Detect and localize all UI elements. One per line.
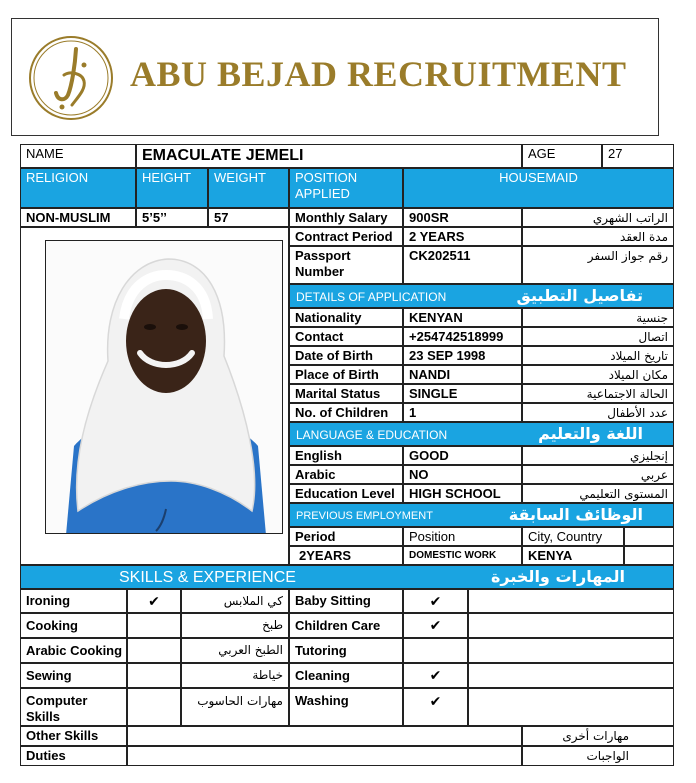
pob-label: Place of Birth [289, 365, 403, 384]
skill-babysitting-blank [468, 589, 674, 613]
skill-cleaning-blank [468, 663, 674, 688]
passport-value: CK202511 [403, 246, 522, 284]
salary-value: 900SR [403, 208, 522, 227]
location-col-label: City, Country [522, 527, 624, 546]
skill-arabiccooking-ar: الطبخ العربي [181, 638, 289, 663]
duties-ar: الواجبات [522, 746, 674, 766]
header-banner [11, 18, 659, 136]
skill-cooking-ar: طبخ [181, 613, 289, 638]
skill-childcare-check: ✔ [403, 613, 468, 638]
duties-label: Duties [20, 746, 127, 766]
height-value: 5’5’’ [136, 208, 208, 227]
marital-value: SINGLE [403, 384, 522, 403]
applicant-photo-icon [46, 241, 283, 534]
skill-sewing-check [127, 663, 181, 688]
marital-ar: الحالة الاجتماعية [522, 384, 674, 403]
skill-ironing-check: ✔ [127, 589, 181, 613]
children-label: No. of Children [289, 403, 403, 422]
age-label: AGE [522, 144, 602, 168]
contract-period-label: Contract Period [289, 227, 403, 246]
skill-sewing-label: Sewing [20, 663, 127, 688]
skill-washing-label: Washing [289, 688, 403, 726]
applicant-photo [45, 240, 283, 534]
passport-ar: رقم جواز السفر [522, 246, 674, 284]
pob-value: NANDI [403, 365, 522, 384]
children-ar: عدد الأطفال [522, 403, 674, 422]
skill-computer-label: Computer Skills [20, 688, 127, 726]
passport-label: Passport Number [289, 246, 403, 284]
position-label: POSITION APPLIED [289, 168, 403, 208]
children-value: 1 [403, 403, 522, 422]
other-skills-ar: مهارات أخرى [522, 726, 674, 746]
skill-computer-check [127, 688, 181, 726]
education-label: Education Level [289, 484, 403, 503]
contact-label: Contact [289, 327, 403, 346]
education-ar: المستوى التعليمي [522, 484, 674, 503]
details-section-header [289, 284, 674, 308]
age-value: 27 [602, 144, 674, 168]
pob-ar: مكان الميلاد [522, 365, 674, 384]
employment-extra-cell-2 [624, 546, 674, 565]
skill-sewing-ar: خياطة [181, 663, 289, 688]
nationality-label: Nationality [289, 308, 403, 327]
skills-section-header [20, 565, 674, 589]
language-section-en: LANGUAGE & EDUCATION [296, 428, 448, 442]
other-skills-label: Other Skills [20, 726, 127, 746]
skill-computer-ar: مهارات الحاسوب [181, 688, 289, 726]
skill-washing-blank [468, 688, 674, 726]
company-name: ABU BEJAD RECRUITMENT [130, 54, 627, 94]
skill-washing-check: ✔ [403, 688, 468, 726]
language-section-header [289, 422, 674, 446]
employment-section-header [289, 503, 674, 527]
height-label: HEIGHT [136, 168, 208, 208]
dob-value: 23 SEP 1998 [403, 346, 522, 365]
arabic-ar: عربي [522, 465, 674, 484]
arabic-label: Arabic [289, 465, 403, 484]
dob-label: Date of Birth [289, 346, 403, 365]
period-value: 2YEARS [289, 546, 403, 565]
details-section-ar: تفاصيل التطبيق [516, 286, 643, 305]
skill-tutoring-blank [468, 638, 674, 663]
skill-tutoring-label: Tutoring [289, 638, 403, 663]
contract-period-value: 2 YEARS [403, 227, 522, 246]
education-value: HIGH SCHOOL [403, 484, 522, 503]
period-label: Period [289, 527, 403, 546]
skills-section-en: SKILLS & EXPERIENCE [119, 569, 296, 586]
employment-section-ar: الوظائف السابقة [508, 505, 643, 524]
skill-childcare-label: Children Care [289, 613, 403, 638]
details-section-en: DETAILS OF APPLICATION [296, 290, 447, 304]
skill-cleaning-label: Cleaning [289, 663, 403, 688]
position-col-label: Position [403, 527, 522, 546]
dob-ar: تاريخ الميلاد [522, 346, 674, 365]
skill-ironing-ar: كي الملابس [181, 589, 289, 613]
calligraphy-logo-icon [28, 35, 114, 121]
nationality-ar: جنسية [522, 308, 674, 327]
english-value: GOOD [403, 446, 522, 465]
english-label: English [289, 446, 403, 465]
weight-value: 57 [208, 208, 289, 227]
skill-cooking-label: Cooking [20, 613, 127, 638]
skill-cooking-check [127, 613, 181, 638]
skill-babysitting-label: Baby Sitting [289, 589, 403, 613]
arabic-value: NO [403, 465, 522, 484]
employment-extra-cell [624, 527, 674, 546]
language-section-ar: اللغة والتعليم [538, 424, 643, 443]
contact-value: +254742518999 [403, 327, 522, 346]
location-value: KENYA [522, 546, 624, 565]
skill-babysitting-check: ✔ [403, 589, 468, 613]
religion-value: NON-MUSLIM [20, 208, 136, 227]
position-value: HOUSEMAID [403, 168, 674, 208]
skills-section-ar: المهارات والخبرة [490, 567, 625, 586]
nationality-value: KENYAN [403, 308, 522, 327]
salary-ar: الراتب الشهري [522, 208, 674, 227]
contract-period-ar: مدة العقد [522, 227, 674, 246]
name-label: NAME [20, 144, 136, 168]
skill-arabiccooking-check [127, 638, 181, 663]
contact-ar: اتصال [522, 327, 674, 346]
english-ar: إنجليزي [522, 446, 674, 465]
religion-label: RELIGION [20, 168, 136, 208]
marital-label: Marital Status [289, 384, 403, 403]
position-value-cell: DOMESTIC WORK [403, 546, 522, 565]
salary-label: Monthly Salary [289, 208, 403, 227]
other-skills-value [127, 726, 522, 746]
skill-cleaning-check: ✔ [403, 663, 468, 688]
skill-tutoring-check [403, 638, 468, 663]
weight-label: WEIGHT [208, 168, 289, 208]
name-value: EMACULATE JEMELI [136, 144, 522, 168]
skill-childcare-blank [468, 613, 674, 638]
skill-ironing-label: Ironing [20, 589, 127, 613]
duties-value [127, 746, 522, 766]
skill-arabiccooking-label: Arabic Cooking [20, 638, 127, 663]
employment-section-en: PREVIOUS EMPLOYMENT [296, 510, 433, 522]
